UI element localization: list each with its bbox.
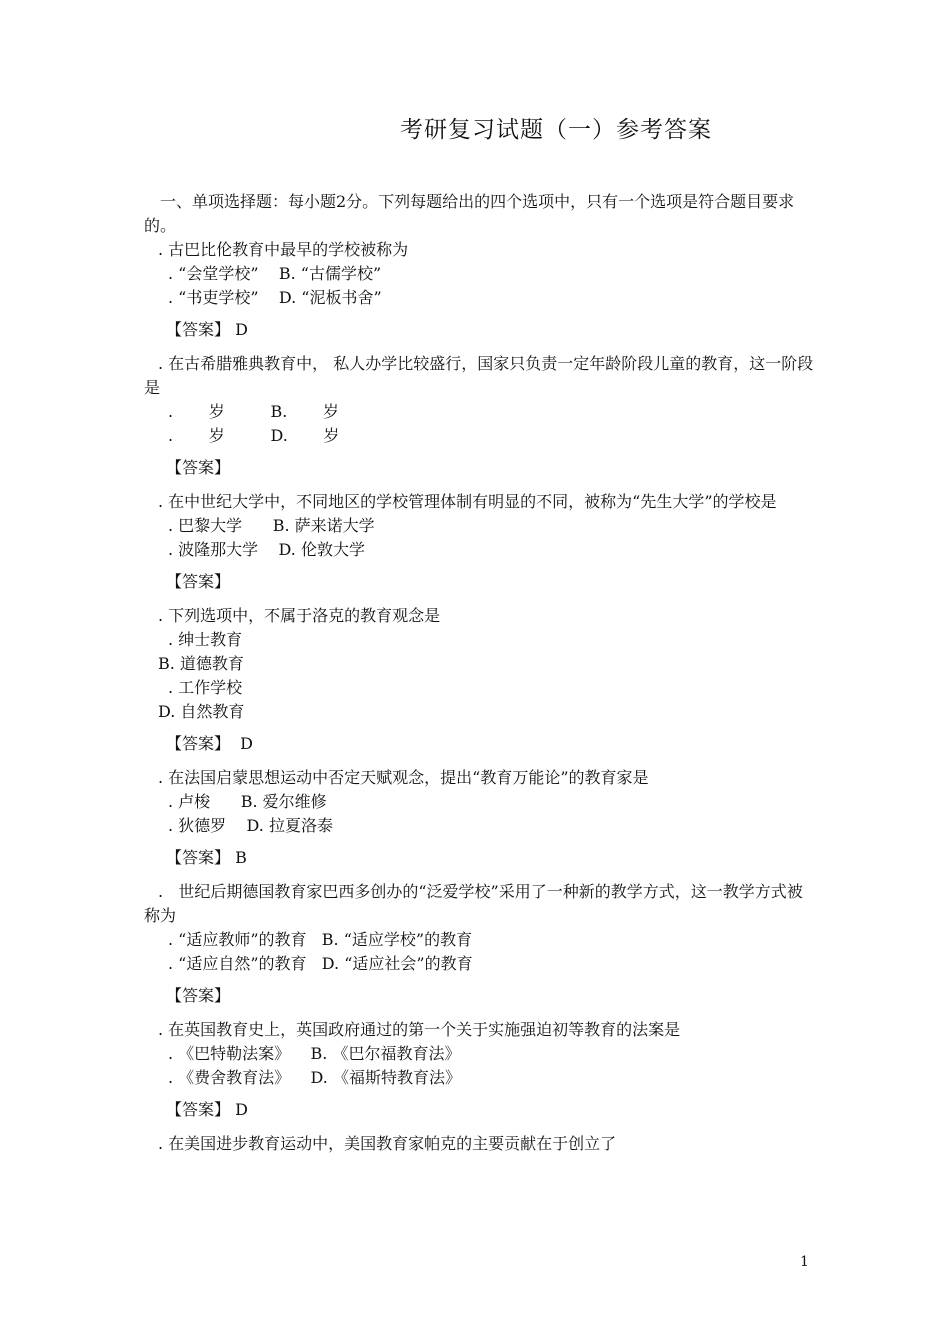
answer-line: 【答案】 [166,458,231,477]
question-stem: . 世纪后期德国教育家巴西多创办的“泛爱学校”采用了一种新的教学方式，这一教学方式被称为 [144,882,803,925]
question-option-row: . 卢梭 B. 爱尔维修 [168,792,327,811]
question-stem: . 下列选项中，不属于洛克的教育观念是 [158,606,441,625]
question-option-row: . 岁 B. 岁 [168,402,339,421]
question-option-row: . 巴黎大学 B. 萨来诺大学 [168,516,375,535]
question-6 [144,880,814,1008]
question-option-row: B. 道德教育 [158,654,244,673]
section-intro: 一、单项选择题：每小题2分。下列每题给出的四个选项中，只有一个选项是符合题目要求的。 [144,192,795,235]
question-option-row: D. 自然教育 [158,702,245,721]
question-3 [144,490,814,594]
page-number: 1 [800,1254,809,1270]
question-7 [144,1018,814,1122]
question-option-row: . 工作学校 [168,678,243,697]
question-stem: . 在美国进步教育运动中，美国教育家帕克的主要贡献在于创立了 [158,1134,617,1153]
question-4 [144,604,814,756]
question-option-row: . 绅士教育 [168,630,243,649]
answer-line: 【答案】 D [166,734,254,753]
question-1 [144,238,814,342]
document-body [144,190,814,1156]
answer-line: 【答案】 [166,572,231,591]
question-2 [144,352,814,480]
question-stem: . 在英国教育史上，英国政府通过的第一个关于实施强迫初等教育的法案是 [158,1020,681,1039]
question-option-row: . 《巴特勒法案》 B. 《巴尔福教育法》 [168,1044,461,1063]
question-5 [144,766,814,870]
question-8 [144,1132,814,1156]
question-option-row: . 波隆那大学 D. 伦敦大学 [168,540,365,559]
answer-line: 【答案】 D [166,1100,248,1119]
answer-line: 【答案】 B [166,848,247,867]
answer-line: 【答案】 [166,986,231,1005]
question-option-row: . 狄德罗 D. 拉夏洛泰 [168,816,333,835]
question-stem: . 在法国启蒙思想运动中否定天赋观念，提出“教育万能论”的教育家是 [158,768,649,787]
question-option-row: . 岁 D. 岁 [168,426,340,445]
question-option-row: . “适应教师”的教育 B. “适应学校”的教育 [168,930,473,949]
question-stem: . 在古希腊雅典教育中， 私人办学比较盛行，国家只负责一定年龄阶段儿童的教育，这一阶段是 [144,354,814,397]
question-stem: . 古巴比伦教育中最早的学校被称为 [158,240,409,259]
answer-line: 【答案】 D [166,320,248,339]
question-option-row: . “书吏学校” D. “泥板书舍” [168,288,382,307]
question-option-row: . 《费舍教育法》 D. 《福斯特教育法》 [168,1068,461,1087]
question-stem: . 在中世纪大学中，不同地区的学校管理体制有明显的不同，被称为“先生大学”的学校是 [158,492,777,511]
document-title: 考研复习试题（一）参考答案 [400,117,712,143]
question-option-row: . “会堂学校” B. “古儒学校” [168,264,382,283]
question-option-row: . “适应自然”的教育 D. “适应社会”的教育 [168,954,473,973]
